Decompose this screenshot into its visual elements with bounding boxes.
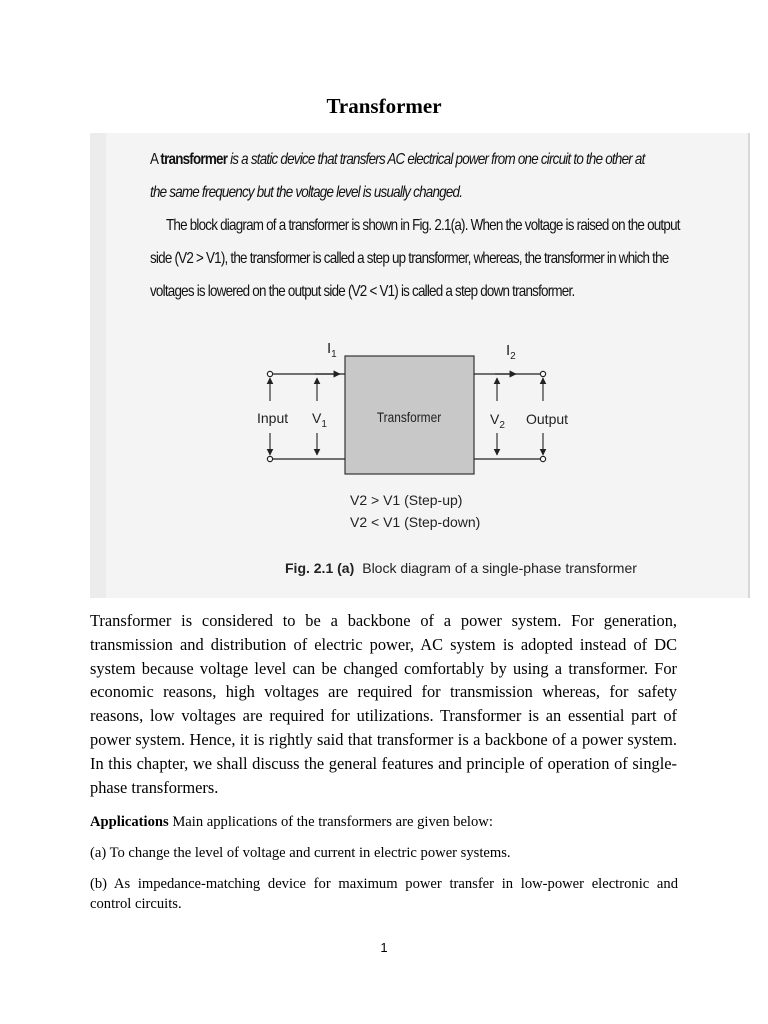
label-output: Output	[526, 411, 569, 427]
condition-step-up: V2 > V1 (Step-up)	[350, 492, 463, 508]
label-i2: $I_2$	[506, 342, 516, 362]
applications-line	[90, 812, 678, 832]
application-item-a: (a) To change the level of voltage and current in electric power systems.	[90, 845, 511, 861]
label-input: Input	[257, 410, 289, 426]
scanned-figure-panel	[90, 133, 748, 598]
scan-line-5: voltages is lowered on the output side (V2 < V1) is called a step down transformer.	[150, 283, 575, 300]
term-transformer: transformer	[160, 151, 228, 168]
scan-line-2: the same frequency but the voltage level is usually changed.	[150, 184, 463, 201]
output-bottom-terminal	[540, 456, 545, 461]
body-paragraph: Transformer is considered to be a backbone of a power system. For generation, transmission and distribution of electric power, AC system is adopted instead of DC system because voltage level can be changed comfortably by using a transformer. For economic reasons, high voltages are required for transmission whereas, for safety reasons, low voltages are required for utilizations. Transformer is an essential part of power system. Hence, it is rightly said that transformer is a backbone of a power system. In this chapter, we shall discuss the general features and principle of operation of single-phase transformers.	[90, 611, 677, 797]
label-i1: $I_1$	[327, 340, 337, 360]
input-bottom-terminal	[267, 456, 272, 461]
page-title: Transformer	[326, 94, 442, 118]
transformer-block-diagram	[90, 133, 748, 598]
output-top-terminal	[540, 371, 545, 376]
applications-heading: Applications	[90, 814, 169, 830]
applications-intro: Main applications of the transformers are given below:	[168, 814, 493, 830]
transformer-box-label: Transformer	[376, 409, 442, 426]
label-v1: $V_1$	[312, 410, 327, 430]
scan-line-4: side (V2 > V1), the transformer is called a step up transformer, whereas, the transformer in which the	[150, 250, 669, 267]
application-item-b: (b) As impedance-matching device for maximum power transfer in low-power electronic and control circuits.	[90, 876, 678, 912]
condition-step-down: V2 < V1 (Step-down)	[350, 514, 481, 530]
scan-line-3: The block diagram of a transformer is shown in Fig. 2.1(a). When the voltage is raised on the output	[166, 217, 680, 234]
scan-line-1: A transformer is a static device that transfers AC electrical power from one circuit to the other at	[150, 151, 645, 168]
panel-edge-right	[748, 133, 750, 598]
input-top-terminal	[267, 371, 272, 376]
label-v2: $V_2$	[490, 411, 505, 431]
figure-caption: Fig. 2.1 (a) Block diagram of a single-phase transformer	[285, 560, 637, 576]
page-number: 1	[380, 940, 388, 955]
